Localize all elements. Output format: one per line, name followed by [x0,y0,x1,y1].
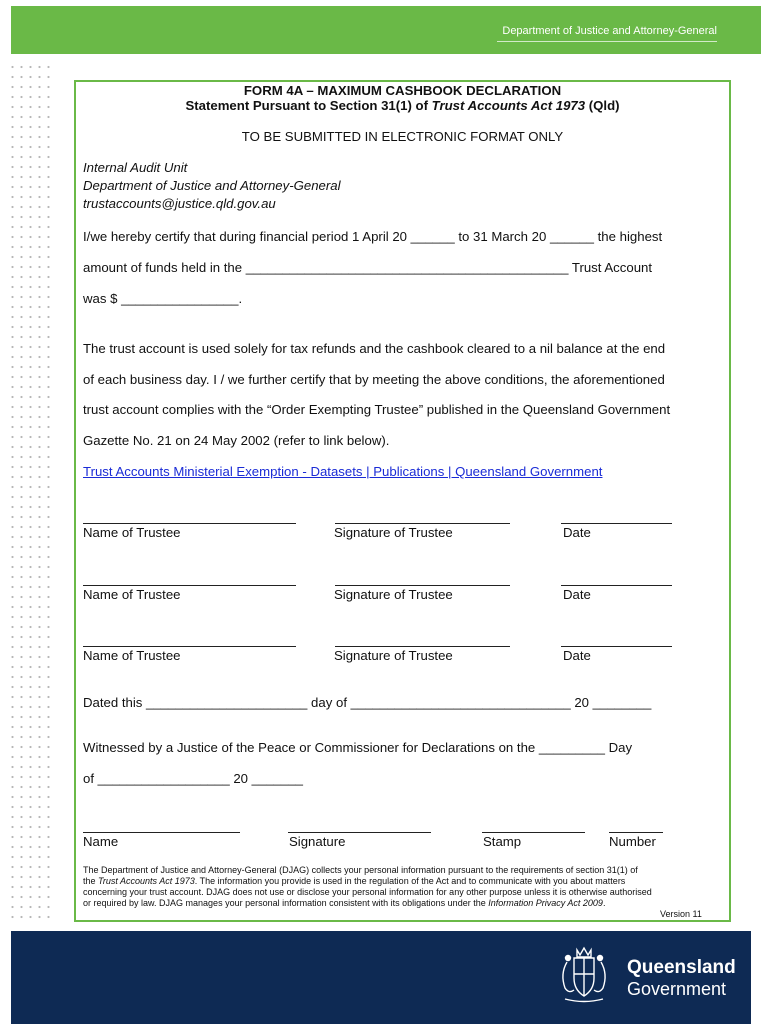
trustee-name-line[interactable] [83,585,296,586]
witness-signature-label: Signature [289,834,346,849]
exemption-link[interactable]: Trust Accounts Ministerial Exemption - Datasets | Publications | Queensland Government [83,464,603,479]
department-name: Department of Justice and Attorney-General [502,25,717,37]
address-line-2: Department of Justice and Attorney-General [83,178,341,193]
government-wordmark: Government [627,979,727,999]
trustee-signature-line[interactable] [335,585,510,586]
witness-line-1: Witnessed by a Justice of the Peace or Commissioner for Declarations on the _________ Day [83,740,633,755]
name-of-trustee-label: Name of Trustee [83,648,181,663]
privacy-line-1: The Department of Justice and Attorney-General (DJAG) collects your personal information pursuant to the requirements of section 31(1) of [83,865,638,875]
trust-paragraph-line-4: Gazette No. 21 on 24 May 2002 (refer to link below). [83,433,390,448]
privacy-line-3: concerning your trust account. DJAG does not use or disclose your personal information for any other purpose unless it is otherwise authorised [83,887,652,897]
trust-paragraph-line-1: The trust account is used solely for tax refunds and the cashbook cleared to a nil balance at the end [83,341,666,356]
certify-line-2: amount of funds held in the ____________________________________________ Trust Account [83,260,653,275]
version-label: Version 11 [660,909,702,919]
queensland-wordmark: Queensland [627,957,736,978]
trustee-name-line[interactable] [83,523,296,524]
name-of-trustee-label: Name of Trustee [83,587,181,602]
address-line-1: Internal Audit Unit [83,160,188,175]
address-email: trustaccounts@justice.qld.gov.au [83,196,276,211]
witness-name-label: Name [83,834,119,849]
signature-of-trustee-label: Signature of Trustee [334,648,453,663]
dot-pattern [8,62,52,922]
witness-stamp-line[interactable] [482,832,585,833]
witness-number-label: Number [609,834,656,849]
trustee-signature-line[interactable] [335,646,510,647]
trustee-name-line[interactable] [83,646,296,647]
witness-name-line[interactable] [83,832,240,833]
certify-line-1: I/we hereby certify that during financial period 1 April 20 ______ to 31 March 20 ______ the highest [83,229,663,244]
privacy-line-2: the Trust Accounts Act 1973. The information you provide is used in the regulation of the Act and to communicate with you about matters [83,876,626,886]
date-label: Date [563,525,591,540]
trustee-signature-line[interactable] [335,523,510,524]
signature-of-trustee-label: Signature of Trustee [334,525,453,540]
witness-number-line[interactable] [609,832,663,833]
header-banner [11,6,761,54]
form-title: FORM 4A – MAXIMUM CASHBOOK DECLARATION [243,83,562,98]
form-subtitle: Statement Pursuant to Section 31(1) of Trust Accounts Act 1973 (Qld) [185,98,620,113]
trust-paragraph-line-2: of each business day. I / we further certify that by meeting the above conditions, the aforementioned [83,372,665,387]
name-of-trustee-label: Name of Trustee [83,525,181,540]
trustee-date-line[interactable] [561,646,672,647]
privacy-line-4: or required by law. DJAG manages your personal information consistent with its obligations under the Information Privacy Act 2009. [83,898,606,908]
certify-line-3: was $ ________________. [83,291,243,306]
electronic-format-note: TO BE SUBMITTED IN ELECTRONIC FORMAT ONLY [241,129,564,144]
trustee-date-line[interactable] [561,585,672,586]
witness-stamp-label: Stamp [483,834,522,849]
date-label: Date [563,648,591,663]
header-rule [497,41,717,42]
coat-of-arms-icon [555,944,613,1006]
date-label: Date [563,587,591,602]
witness-line-2: of __________________ 20 _______ [83,771,304,786]
trust-paragraph-line-3: trust account complies with the “Order Exempting Trustee” published in the Queensland Government [83,402,671,417]
witness-signature-line[interactable] [288,832,431,833]
trustee-date-line[interactable] [561,523,672,524]
signature-of-trustee-label: Signature of Trustee [334,587,453,602]
dated-this-line: Dated this ______________________ day of ______________________________ 20 ________ [83,695,652,710]
